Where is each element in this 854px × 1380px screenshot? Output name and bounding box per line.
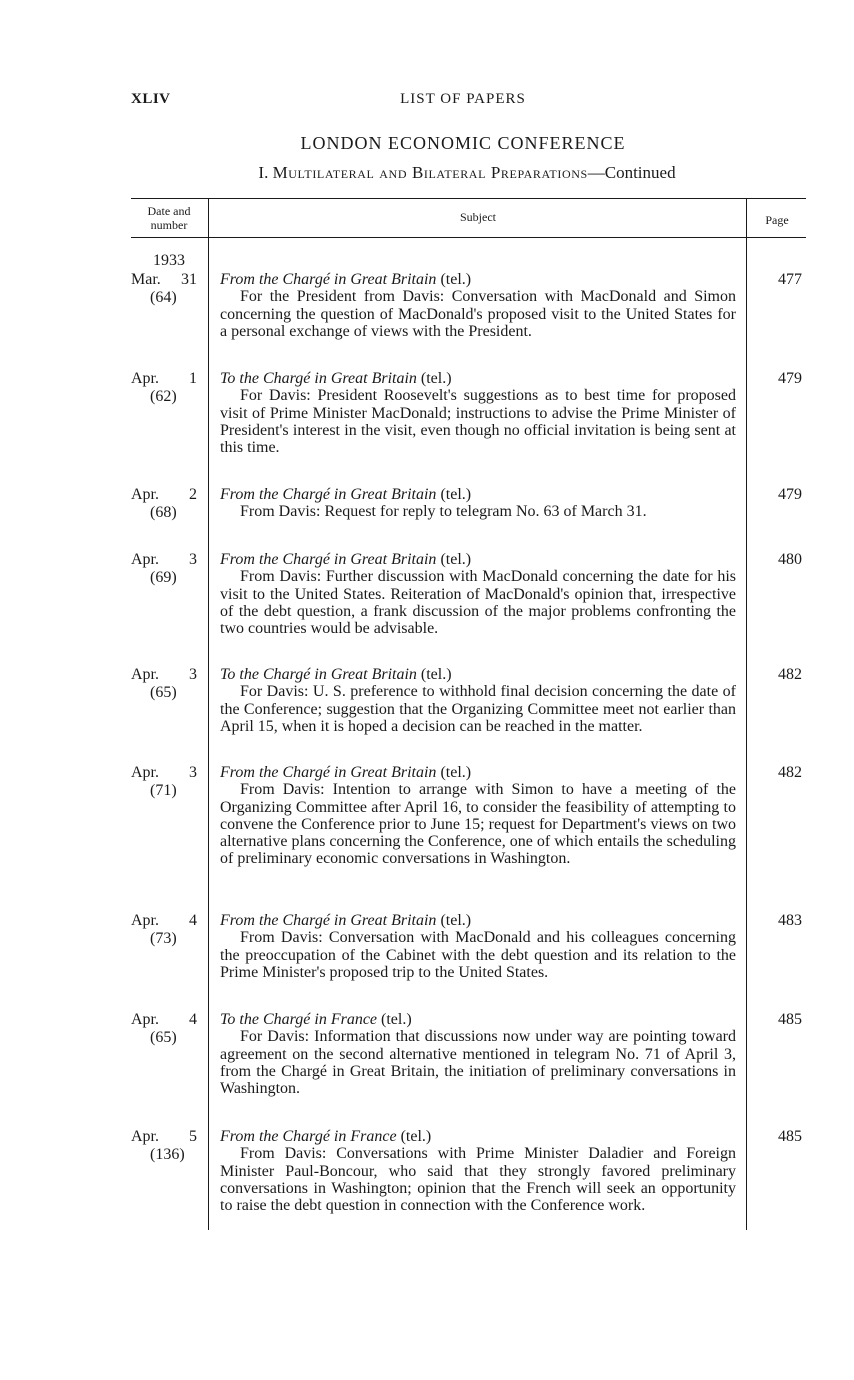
entry-page: 479 xyxy=(778,370,802,387)
running-head: LIST OF PAPERS xyxy=(400,91,526,107)
entry-month: Apr. xyxy=(131,551,159,568)
entry-heading: From the Chargé in Great Britain (tel.) xyxy=(220,764,472,781)
entry-summary: From Davis: Conversations with Prime Minister Daladier and Foreign Minister Paul-Boncour, who said that they strongly favored preliminary conversations in Washington; opinion that the French will seek an opportunity to raise the debt question in connection with the Conference work. xyxy=(220,1145,736,1215)
year-label: 1933 xyxy=(153,252,185,269)
entry-subject xyxy=(220,1011,736,1097)
entry-summary: From Davis: Further discussion with MacDonald concerning the date for his visit to the United States. Reiteration of MacDonald's opinion that, irrespective of the debt question, a frank discussion of the major problems confronting the two countries would be advisable. xyxy=(220,568,736,638)
column-divider-left xyxy=(208,198,209,1230)
entry-summary: For Davis: President Roosevelt's suggestions as to best time for proposed visit of Prime Minister MacDonald; instructions to advise the Prime Minister of President's interest in the visit, even though no official invitation is being sent at this time. xyxy=(220,387,736,457)
entry-day: 31 xyxy=(181,271,197,288)
section-prefix: I. xyxy=(258,163,269,182)
entry-page: 485 xyxy=(778,1128,802,1145)
entry-subject xyxy=(220,271,736,340)
entry-number: (69) xyxy=(150,568,177,586)
entry-number: (62) xyxy=(150,387,177,405)
entry-day: 1 xyxy=(189,370,197,387)
entry-subject xyxy=(220,551,736,637)
entry-heading: From the Chargé in Great Britain (tel.) xyxy=(220,486,472,503)
entry-heading: To the Chargé in France (tel.) xyxy=(220,1011,412,1028)
entry-month: Apr. xyxy=(131,370,159,387)
column-header-date-line2: number xyxy=(150,218,188,232)
conference-title: LONDON ECONOMIC CONFERENCE xyxy=(300,133,626,153)
entry-summary: For Davis: U. S. preference to withhold final decision concerning the date of the Conference; suggestion that the Organizing Committee meet not earlier than April 15, when it is hoped a decision can be reached in the matter. xyxy=(220,683,736,735)
entry-number: (65) xyxy=(150,1028,177,1046)
entry-number: (64) xyxy=(150,288,177,306)
entry-page: 479 xyxy=(778,486,802,503)
section-suffix: —Continued xyxy=(587,163,676,182)
entry-date xyxy=(131,764,197,799)
table-top-rule xyxy=(131,198,806,199)
entry-heading: To the Chargé in Great Britain (tel.) xyxy=(220,370,452,387)
entry-heading: From the Chargé in Great Britain (tel.) xyxy=(220,271,472,288)
entry-subject xyxy=(220,1128,736,1214)
entry-day: 5 xyxy=(189,1128,197,1145)
entry-month: Apr. xyxy=(131,912,159,929)
entry-summary: From Davis: Request for reply to telegram No. 63 of March 31. xyxy=(240,503,647,521)
column-header-subject: Subject xyxy=(460,210,496,224)
entry-date xyxy=(131,551,197,586)
entry-date xyxy=(131,1128,197,1163)
page-number: XLIV xyxy=(131,91,171,107)
entry-date xyxy=(131,912,197,947)
entry-day: 2 xyxy=(189,486,197,503)
entry-number: (136) xyxy=(150,1145,185,1163)
entry-date xyxy=(131,271,197,306)
entry-page: 482 xyxy=(778,764,802,781)
entry-summary: For the President from Davis: Conversation with MacDonald and Simon concerning the question of MacDonald's proposed visit to the United States for a personal exchange of views with the President. xyxy=(220,288,736,340)
entry-subject xyxy=(220,666,736,735)
entry-heading: From the Chargé in Great Britain (tel.) xyxy=(220,912,472,929)
entry-page: 483 xyxy=(778,912,802,929)
entry-subject xyxy=(220,764,736,868)
entry-day: 4 xyxy=(189,1011,197,1028)
entry-subject xyxy=(220,912,736,981)
entry-date xyxy=(131,666,197,701)
entry-page: 477 xyxy=(778,271,802,288)
entry-month: Apr. xyxy=(131,666,159,683)
entry-page: 485 xyxy=(778,1011,802,1028)
section-title xyxy=(0,163,854,183)
entry-number: (65) xyxy=(150,683,177,701)
entry-month: Apr. xyxy=(131,1011,159,1028)
entry-number: (68) xyxy=(150,503,177,521)
column-header-date-line1: Date and xyxy=(147,204,191,218)
entry-heading: To the Chargé in Great Britain (tel.) xyxy=(220,666,452,683)
entry-heading: From the Chargé in France (tel.) xyxy=(220,1128,432,1145)
entry-subject xyxy=(220,370,736,456)
entry-day: 4 xyxy=(189,912,197,929)
section-caps: Multilateral and Bilateral Preparations xyxy=(272,163,588,182)
entry-date xyxy=(131,1011,197,1046)
entry-page: 482 xyxy=(778,666,802,683)
entry-month: Apr. xyxy=(131,1128,159,1145)
entry-heading: From the Chargé in Great Britain (tel.) xyxy=(220,551,472,568)
column-header-page: Page xyxy=(765,213,789,227)
entry-day: 3 xyxy=(189,666,197,683)
entry-month: Mar. xyxy=(131,271,161,288)
entry-day: 3 xyxy=(189,551,197,568)
entry-summary: From Davis: Conversation with MacDonald and his colleagues concerning the preoccupation of the Cabinet with the debt question and its relation to the Prime Minister's proposed trip to the United States. xyxy=(220,929,736,981)
entry-day: 3 xyxy=(189,764,197,781)
entry-subject xyxy=(220,486,736,521)
header-bottom-rule xyxy=(131,237,806,238)
column-divider-right xyxy=(746,198,747,1230)
entry-summary: From Davis: Intention to arrange with Simon to have a meeting of the Organizing Committee after April 16, to consider the feasibility of attempting to convene the Conference prior to June 15; request for Department's views on two alternative plans concerning the Conference, one of which entails the scheduling of preliminary economic conversations in Washington. xyxy=(220,781,736,868)
entry-number: (73) xyxy=(150,929,177,947)
entry-month: Apr. xyxy=(131,764,159,781)
entry-month: Apr. xyxy=(131,486,159,503)
entry-date xyxy=(131,486,197,521)
entry-number: (71) xyxy=(150,781,177,799)
entry-page: 480 xyxy=(778,551,802,568)
entry-summary: For Davis: Information that discussions now under way are pointing toward agreement on the second alternative mentioned in telegram No. 71 of April 3, from the Chargé in Great Britain, the initiation of preliminary conversations in Washington. xyxy=(220,1028,736,1098)
column-header-date xyxy=(131,204,207,232)
entry-date xyxy=(131,370,197,405)
